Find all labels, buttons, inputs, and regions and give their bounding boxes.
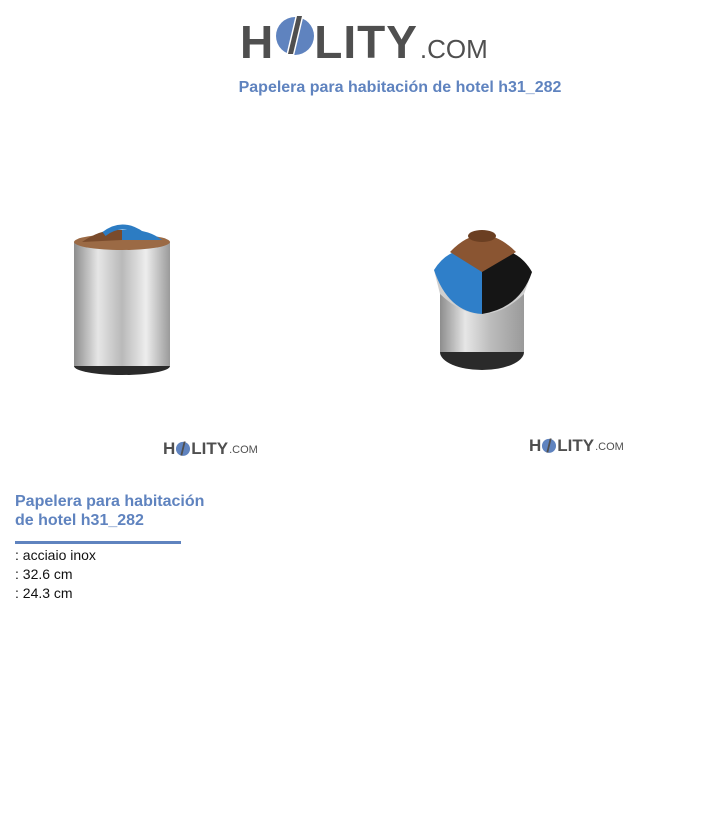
spec-height: : 32.6 cm <box>15 566 73 582</box>
title-divider <box>15 541 181 544</box>
logo-text: LITY <box>314 16 418 68</box>
logo-o-icon <box>541 437 557 454</box>
product-title: Papelera para habitación de hotel h31_282 <box>15 493 205 529</box>
stainless-bin-open-compartments-image <box>420 222 540 382</box>
watermark-text: LITY <box>557 436 595 455</box>
logo-letter-h: H <box>240 16 275 68</box>
watermark-logo-2: H LITY .COM <box>529 436 624 455</box>
product-specs <box>15 546 96 603</box>
watermark-suffix: .COM <box>595 441 624 453</box>
page-title: Papelera para habitación de hotel h31_282 <box>238 79 562 96</box>
product-image-2[interactable] <box>420 222 620 392</box>
product-image-1[interactable] <box>62 222 262 392</box>
spec-diameter: : 24.3 cm <box>15 585 73 601</box>
logo-suffix: .COM <box>419 34 488 64</box>
watermark-text: LITY <box>191 439 229 458</box>
watermark-suffix: .COM <box>229 444 258 456</box>
watermark-logo-1: H LITY .COM <box>163 439 258 458</box>
spec-material: : acciaio inox <box>15 547 96 563</box>
logo-o-icon <box>274 12 316 65</box>
brand-logo[interactable] <box>240 12 488 68</box>
stainless-bin-closed-image <box>62 222 182 382</box>
logo-o-icon <box>175 440 191 457</box>
